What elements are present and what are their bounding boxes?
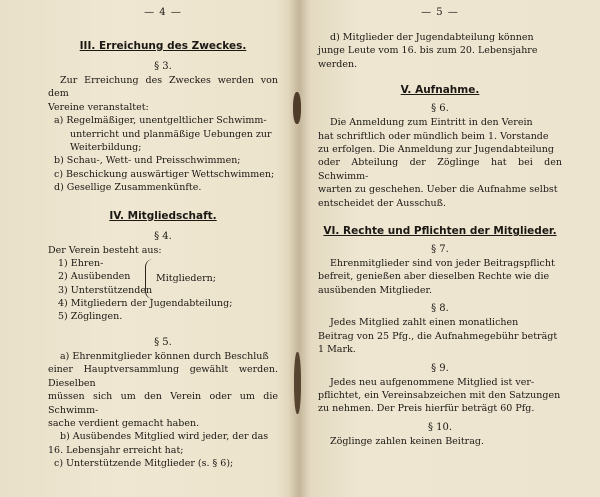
text-line: ausübenden Mitglieder. xyxy=(318,284,433,296)
list-item: b) Schau-, Wett- und Preisschwimmen; xyxy=(54,155,241,167)
list-item: 2) Ausübenden xyxy=(58,271,131,283)
list-item: Weiterbildung; xyxy=(70,142,142,154)
text-line: hat schriftlich oder mündlich beim 1. Vorstande xyxy=(318,130,549,142)
brace-label: Mitgliedern; xyxy=(156,273,216,285)
section-heading: III. Erreichung des Zweckes. xyxy=(79,40,247,52)
list-item: 5) Zöglingen. xyxy=(58,311,123,323)
text-line: oder Abteilung der Zöglinge hat bei den Schwimm- xyxy=(318,157,562,182)
right-page xyxy=(318,0,562,497)
text-line: junge Leute vom 16. bis zum 20. Lebensjahre xyxy=(318,45,538,57)
text-line: c) Unterstützende Mitglieder (s. § 6); xyxy=(54,458,234,470)
text-line: müssen sich um den Verein oder um die Schwimm- xyxy=(48,391,278,416)
list-item: d) Gesellige Zusammenkünfte. xyxy=(54,182,202,194)
text-line: Ehrenmitglieder sind von jeder Beitragspflicht xyxy=(330,258,555,270)
paragraph-number: § 7. xyxy=(431,244,449,256)
text-line: befreit, genießen aber dieselben Rechte wie die xyxy=(318,271,550,283)
text-line: 1 Mark. xyxy=(318,344,356,356)
ink-stain-top xyxy=(293,92,301,124)
page-number: — 5 — xyxy=(421,7,459,18)
paragraph-number: § 4. xyxy=(154,230,172,242)
text-line: einer Hauptversammlung gewählt werden. Dieselben xyxy=(48,364,278,389)
text-line: 16. Lebensjahr erreicht hat; xyxy=(48,444,184,456)
paragraph-number: § 6. xyxy=(431,103,449,115)
text-line: b) Ausübendes Mitglied wird jeder, der das xyxy=(60,431,269,443)
text-line: zu erfolgen. Die Anmeldung zur Jugendabteilung xyxy=(318,144,554,156)
paragraph-number: § 8. xyxy=(431,303,449,315)
list-item: unterricht und planmäßige Uebungen zur xyxy=(70,128,272,140)
text-line: Die Anmeldung zum Eintritt in den Verein xyxy=(330,117,533,129)
paragraph-number: § 9. xyxy=(431,362,449,374)
text-line: werden. xyxy=(318,58,358,70)
paragraph-number: § 3. xyxy=(154,61,172,72)
section-heading: IV. Mitgliedschaft. xyxy=(109,209,217,222)
text-line: Vereine veranstaltet: xyxy=(48,101,149,113)
list-item: a) Regelmäßiger, unentgeltlicher Schwimm- xyxy=(54,115,267,127)
text-line: entscheidet der Ausschuß. xyxy=(318,197,446,209)
text-line: Jedes neu aufgenommene Mitglied ist ver- xyxy=(330,376,535,388)
list-item: 4) Mitgliedern der Jugendabteilung; xyxy=(58,298,233,310)
text-line: sache verdient gemacht haben. xyxy=(48,417,200,429)
text-line: d) Mitglieder der Jugendabteilung können xyxy=(330,32,534,43)
section-heading: VI. Rechte und Pflichten der Mitglieder. xyxy=(323,225,557,238)
text-line: Zur Erreichung des Zweckes werden von dem xyxy=(48,75,278,100)
paragraph-number: § 10. xyxy=(427,421,453,433)
section-heading: V. Aufnahme. xyxy=(400,84,480,97)
text-line: Zöglinge zahlen keinen Beitrag. xyxy=(330,435,484,447)
text-line: a) Ehrenmitglieder können durch Beschluß xyxy=(60,350,269,362)
list-item: c) Beschickung auswärtiger Wettschwimmen; xyxy=(54,168,275,180)
text-line: Jedes Mitglied zahlt einen monatlichen xyxy=(330,317,519,329)
list-item: 1) Ehren- xyxy=(58,258,104,270)
member-list xyxy=(48,257,278,297)
text-line: Beitrag von 25 Pfg., die Aufnahmegebühr beträgt xyxy=(318,330,558,342)
text-line: pflichtet, ein Vereinsabzeichen mit den Satzungen xyxy=(318,389,561,401)
left-page xyxy=(48,0,278,497)
ink-stain-bottom xyxy=(294,352,301,414)
curly-brace xyxy=(145,259,154,299)
text-line: warten zu geschehen. Ueber die Aufnahme selbst xyxy=(318,184,558,196)
text-line: Der Verein besteht aus: xyxy=(48,244,162,256)
paragraph-number: § 5. xyxy=(154,336,172,348)
book-gutter xyxy=(289,0,311,497)
list-item: 3) Unterstützenden xyxy=(58,284,153,296)
page-number: — 4 — xyxy=(144,7,182,18)
text-line: zu nehmen. Der Preis hierfür beträgt 60 Pfg. xyxy=(318,403,535,415)
